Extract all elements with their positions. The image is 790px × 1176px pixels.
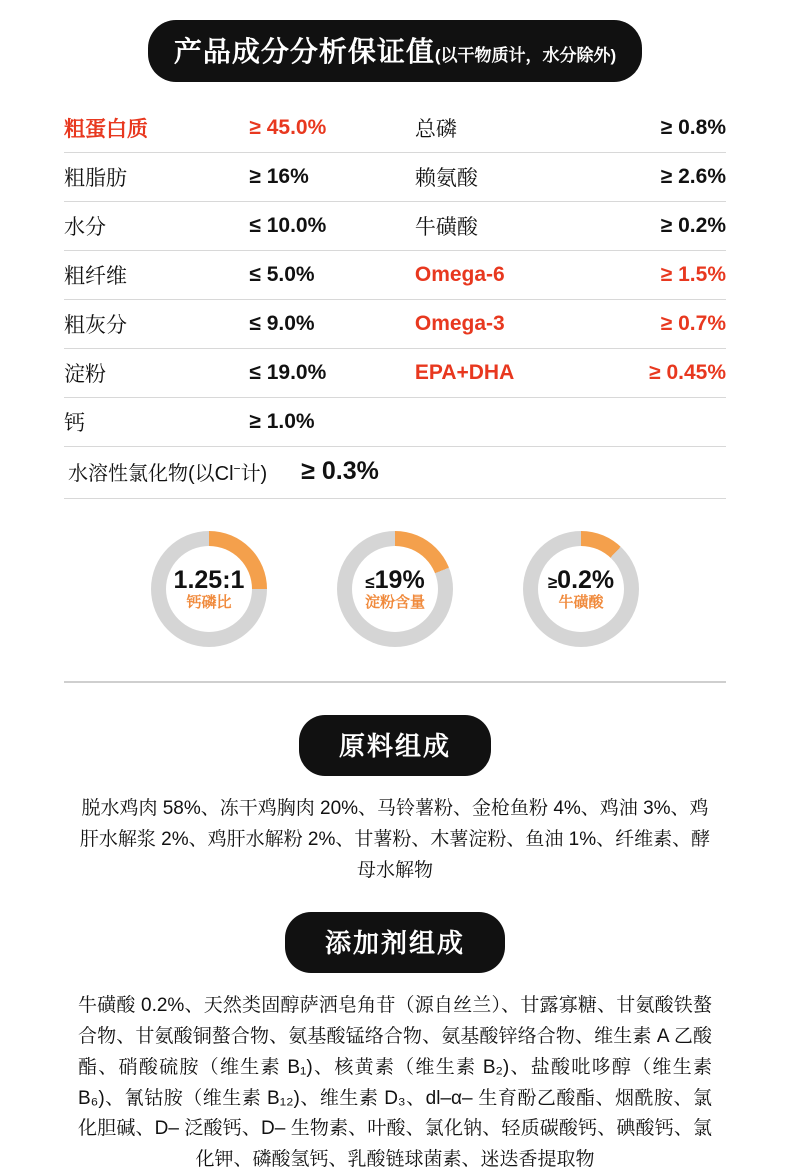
nutrient-name: 赖氨酸	[415, 153, 574, 202]
donut-number: 1.25:1	[173, 566, 245, 594]
donut-prefix: ≤	[365, 573, 375, 592]
chloride-superscript: −	[233, 461, 241, 476]
chloride-name-part-b: 计)	[240, 463, 268, 485]
chloride-row	[64, 447, 726, 499]
nutrient-name: 总磷	[415, 104, 574, 153]
nutrient-value: ≥ 1.0%	[249, 398, 415, 447]
nutrient-value: ≤ 5.0%	[249, 251, 415, 300]
nutrient-value: ≤ 9.0%	[249, 300, 415, 349]
nutrient-name: 牛磺酸	[415, 202, 574, 251]
nutrient-value: ≤ 19.0%	[249, 349, 415, 398]
nutrient-name: 钙	[64, 398, 249, 447]
nutrient-name: 粗蛋白质	[64, 104, 249, 153]
table-row	[64, 398, 726, 447]
table-row	[64, 349, 726, 398]
nutrient-value: ≥ 2.6%	[574, 153, 726, 202]
additives-heading-row	[0, 912, 790, 973]
section-divider	[64, 681, 726, 683]
nutrient-value: ≥ 0.8%	[574, 104, 726, 153]
nutrient-name: 水分	[64, 202, 249, 251]
nutrient-value: ≥ 45.0%	[249, 104, 415, 153]
nutrient-value: ≤ 10.0%	[249, 202, 415, 251]
nutrient-name: 粗脂肪	[64, 153, 249, 202]
nutrient-name	[415, 398, 574, 447]
donut-chart-taurine	[523, 531, 639, 647]
nutrient-value: ≥ 0.45%	[574, 349, 726, 398]
table-row	[64, 300, 726, 349]
donut-chart-starch	[337, 531, 453, 647]
nutrient-name: EPA+DHA	[415, 349, 574, 398]
donut-label: 淀粉含量	[364, 594, 425, 612]
nutrient-value	[574, 398, 726, 447]
donut-value	[174, 567, 245, 593]
nutrient-name: 粗纤维	[64, 251, 249, 300]
page-title-row	[0, 0, 790, 82]
donut-label: 牛磺酸	[558, 594, 604, 612]
nutrient-value: ≥ 0.7%	[574, 300, 726, 349]
donut-chart-group	[0, 531, 790, 647]
donut-number: 0.2%	[557, 566, 615, 594]
nutrient-name: Omega-3	[415, 300, 574, 349]
ingredients-text: 脱水鸡肉 58%、冻干鸡胸肉 20%、马铃薯粉、金枪鱼粉 4%、鸡油 3%、鸡肝水解浆 2%、鸡肝水解粉 2%、甘薯粉、木薯淀粉、鱼油 1%、纤维素、酵母水解物	[79, 798, 711, 881]
additives-text: 牛磺酸 0.2%、天然类固醇萨洒皂角苷（源自丝兰）、甘露寡糖、甘氨酸铁螯合物、甘氨酸铜螯合物、氨基酸锰络合物、氨基酸锌络合物、维生素 A 乙酸酯、硝酸硫胺（维生素 B₁)、核黄素（维生素 B₂)、盐酸吡哆醇（维生素 B₆)、氰钴胺（维生素 B₁₂)、维生素 D₃、dl–α– 生育酚乙酸酯、烟酰胺、氯化胆碱、D– 泛酸钙、D– 生物素、叶酸、氯化钠、轻质碳酸钙、碘酸钙、氯化钾、磷酸氢钙、乳酸链球菌素、迷迭香提取物	[78, 995, 712, 1171]
nutrition-table	[64, 104, 726, 447]
donut-label: 钙磷比	[186, 594, 232, 612]
ingredients-heading: 原料组成	[299, 715, 491, 776]
nutrient-name: Omega-6	[415, 251, 574, 300]
donut-value	[548, 567, 614, 593]
nutrient-value: ≥ 0.2%	[574, 202, 726, 251]
page-title-pill	[148, 20, 642, 82]
table-row	[64, 153, 726, 202]
table-row	[64, 104, 726, 153]
nutrition-table-wrap	[64, 104, 726, 447]
donut-prefix: ≥	[547, 573, 558, 592]
donut-number: 19%	[374, 566, 425, 594]
additives-heading: 添加剂组成	[285, 912, 505, 973]
nutrient-value: ≥ 16%	[249, 153, 415, 202]
donut-chart-calcium-phosphorus	[151, 531, 267, 647]
nutrient-value: ≥ 1.5%	[574, 251, 726, 300]
nutrient-name: 粗灰分	[64, 300, 249, 349]
table-row	[64, 251, 726, 300]
nutrient-name: 淀粉	[64, 349, 249, 398]
page-title: 产品成分分析保证值	[173, 36, 435, 67]
chloride-name-part-a: 水溶性氯化物(以Cl	[68, 463, 234, 485]
table-row	[64, 202, 726, 251]
ingredients-heading-row	[0, 715, 790, 776]
chloride-value: ≥ 0.3%	[301, 457, 379, 485]
donut-value	[365, 567, 425, 593]
page-title-note: (以干物质计，水分除外)	[434, 46, 617, 65]
